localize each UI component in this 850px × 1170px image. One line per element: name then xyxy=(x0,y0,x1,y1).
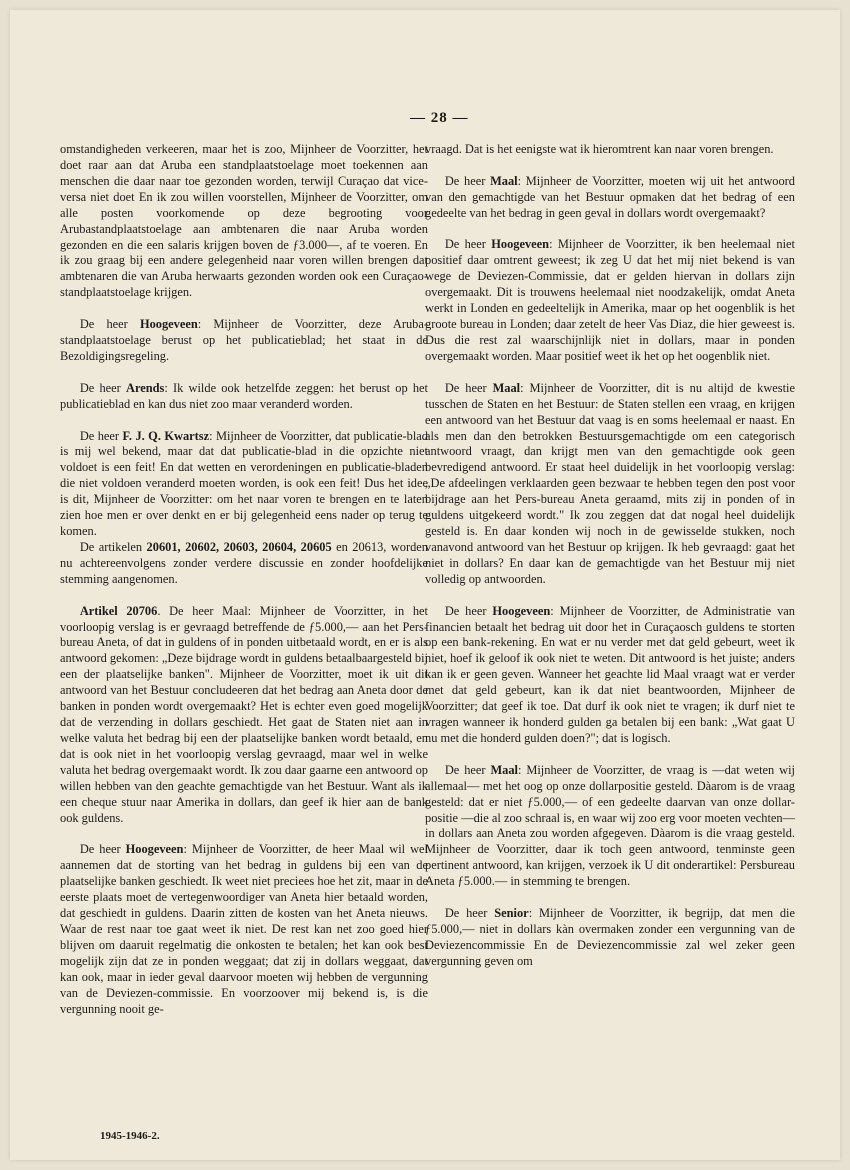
footer-code: 1945-1946-2. xyxy=(100,1130,160,1142)
paragraph xyxy=(60,429,428,540)
paragraph xyxy=(425,381,795,588)
speaker-name: Hoogeveen xyxy=(491,237,550,252)
speaker-name: Maal xyxy=(490,173,518,188)
speaker-prefix: De heer xyxy=(79,428,123,443)
speaker-prefix: De heer xyxy=(444,906,495,921)
paragraph xyxy=(60,604,428,827)
article-heading: Artikel 20706 xyxy=(79,603,158,618)
paragraph-text: : Mijnheer de Voorzitter, moeten wij uit het antwoord van den gemachtigde van het Bestuur opmaken dat het bedrag of een gedeelte van het bedrag in geen geval in dollars wordt overgemaakt? xyxy=(425,173,795,220)
paragraph xyxy=(425,174,795,222)
paragraph-text: en 20613, worden nu achtereenvolgens zonder verdere discussie en zonder hoofdelijke stemming aangenomen. xyxy=(60,539,428,586)
paragraph xyxy=(425,237,795,364)
speaker-name: Hoogeveen xyxy=(125,842,184,857)
speaker-prefix: De heer xyxy=(79,380,127,395)
article-numbers: 20601, 20602, 20603, 20604, 20605 xyxy=(146,539,332,554)
speaker-name: Senior xyxy=(494,906,529,921)
speaker-name: Maal xyxy=(490,762,518,777)
paragraph xyxy=(425,142,795,158)
left-column xyxy=(60,142,428,1033)
speaker-prefix: De heer xyxy=(444,173,491,188)
document-page xyxy=(10,10,840,1160)
paragraph xyxy=(60,317,428,365)
paragraph-text: : Mijnheer de Voorzitter, ik begrijp, dat men die ƒ5.000,— niet in dollars kàn overmaken zonder een vergunning van de Deviezencommissie En de Deviezencommissie zal wel zeker geen vergunning geven om xyxy=(425,906,795,968)
speaker-prefix: De heer xyxy=(444,380,493,395)
paragraph-text: . De heer Maal: Mijnheer de Voorzitter, in het voorloopig verslag is er gevraagd betreffende de ƒ5.000,— aan het Pers-bureau Aneta, of dat in guldens of in ponden uitbetaald wordt, en er is als antwoord gekomen: „Deze bijdrage wordt in guldens betaalbaargesteld bij een der plaatselijke banken". Mijnheer de Voorzitter, moet ik uit dit antwoord van het Bestuur concludeeren dat het bedrag aan Aneta door de banken in ponden wordt overgemaakt? Het is echter even goed mogelijk dat de verzending in dollars geschiedt. Het gaat de Staten niet aan in welke valuta het bedrag bij een der plaatselijke banken wordt betaald, en dat is ook niet in het voorloopig verslag gevraagd, maar wel in welke valuta het bedrag overgemaakt wordt. Ik zou daar gaarne een antwoord op willen hebben van den geachte gemachtigde van het Bestuur. Want als ik een cheque stuur naar Amerika in dollars, dan geef ik hier aan de bank ook guldens. xyxy=(60,603,428,825)
paragraph-text: : Mijnheer de Voorzitter, dit is nu altijd de kwestie tusschen de Staten en het Bestuur: de Staten stellen een vraag, en krijgen een antwoord van het Bestuur dat vaag is en soms heelemaal er naast. En als men dan den betrokken Bestuursgemachtigde om een categorisch antwoord vraagt, dan krijgt men van den gemachtigde ook geen bevredigend antwoord. Er staat heel duidelijk in het voorloopig verslag: „De afdeelingen verklaarden geen bezwaar te hebben tegen den post voor bijdrage aan het Pers-bureau Aneta geraamd, mits zij in ponden of in guldens uitgekeerd wordt." Ik zou zeggen dat dat nogal heel duidelijk gesteld is. En daar konden wij noch in de gewisselde stukken, noch vanavond antwoord van het Bestuur op krijgen. Ik heb gevraagd: gaat het niet in dollars? En daar kan de gemachtigde van het Bestuur mij niet volledig op antwoorden. xyxy=(425,380,795,586)
speaker-name: Arends xyxy=(126,380,165,395)
speaker-name: Maal xyxy=(492,380,521,395)
paragraph-text: : Mijnheer de Voorzitter, de heer Maal wil wel aannemen dat de storting van het bedrag in guldens bij een van de plaatselijke banken geschiedt. Ik weet niet preciees hoe het zit, maar in de eerste plaats moet de vertegenwoordiger van Aneta hier betaald worden, dat geschiedt in guldens. Daarin zitten de kosten van het Aneta nieuws. Waar de rest naar toe gaat weet ik niet. De rest kan net zoo goed hier blijven om daaruit regelmatig die onkosten te betalen; het kan ook best mogelijk zijn dat ze in ponden weggaat; dat zij in dollars weggaat, dat kan ook, maar in ieder geval daarvoor moeten wij hebben de vergunning van de Deviezen-commissie. En voorzoover mij bekend is, is die vergunning nooit ge- xyxy=(60,842,428,1016)
speaker-prefix: De heer xyxy=(444,603,493,618)
paragraph xyxy=(425,906,795,970)
speaker-name: Hoogeveen xyxy=(139,317,198,332)
paragraph-text: : Mijnheer de Voorzitter, de Administratie van financien betaalt het bedrag uit door het in Curaçaosch guldens te storten op een bank-rekening. En wat er nu verder met dat geld gebeurt, weet ik niet, hoef ik geloof ik ook niet te weten. Dit antwoord is het juiste; anders kan ik er geen geven. Wanneer het geachte lid Maal vraagt wat er verder met dat geld gebeurt, kan ik dat niet beantwoorden, Mijnheer de Voorzitter; dat geef ik toe. Dat durf ik ook niet te vragen; ik durf niet te vragen wanneer ik honderd gulden ga betalen bij een bank: „Wat gaat U nu met die honderd gulden doen?"; dat is logisch. xyxy=(425,603,795,745)
speaker-prefix: De heer xyxy=(444,237,492,252)
paragraph xyxy=(425,763,795,890)
right-column xyxy=(425,142,795,986)
paragraph xyxy=(60,142,428,301)
speaker-prefix: De artikelen xyxy=(79,539,147,554)
paragraph-text: : Mijnheer de Voorzitter, de vraag is —dat weten wij allemaal— met het oog op onze dollarpositie gesteld. Dàarom is de vraag gesteld: dat er niet ƒ5.000,— of een gedeelte daarvan van onze dollar-positie —die al zoo schraal is, en waar wij zoo erg voor moeten vechten— in dollars aan Aneta zou worden afgegeven. Dàarom is die vraag gesteld. Mijnheer de Voorzitter, daar ik toch geen antwoord, tenminste geen pertinent antwoord, kan krijgen, verzoek ik U dit onderartikel: Persbureau Aneta ƒ5.000.— in stemming te brengen. xyxy=(425,762,795,889)
paragraph-text: : Mijnheer de Voorzitter, dat publicatie-blad is mij wel bekend, maar dat dat publicatie-blad in die opzichte niet voldoet is een feit! En dat wetten en verordeningen en publicatie-bladen die niet voldoen veranderd moeten worden, is ook een feit! Dus het idee is dit, Mijnheer de Voorzitter: om het naar voren te brengen en te laten zien hoe men er over denkt en er bij gelegenheid eens nader op terug te komen. xyxy=(60,428,428,539)
paragraph xyxy=(425,604,795,747)
speaker-prefix: De heer xyxy=(79,842,126,857)
speaker-prefix: De heer xyxy=(444,762,491,777)
speaker-name: F. J. Q. Kwartsz xyxy=(122,428,210,443)
paragraph-text: vraagd. Dat is het eenigste wat ik hieromtrent kan naar voren brengen. xyxy=(425,142,774,156)
paragraph-text: omstandigheden verkeeren, maar het is zoo, Mijnheer de Voorzitter, het doet raar aan dat Aruba een standplaatstoelage moet toekennen aan menschen die daar naar toe gezonden worden, terwijl Curaçao dat vice-versa niet doet En ik zou willen voorstellen, Mijnheer de Voorzitter, om alle posten voorkomende op deze begrooting voor Arubastandplaatstoelage aan ambtenaren die naar Aruba worden gezonden en die een salaris krijgen boven de ƒ3.000—, af te voeren. En ik zou graag bij een andere gelegenheid naar voren willen brengen dat ambtenaren die van Aruba herwaarts gezonden worden ook een Curaçao-standplaatstoelage krijgen. xyxy=(60,142,428,300)
paragraph xyxy=(60,540,428,588)
speaker-prefix: De heer xyxy=(79,317,140,332)
paragraph-text: : Mijnheer de Voorzitter, deze Aruba-standplaatstoelage berust op het publicatieblad; het staat in de Bezoldigingsregeling. xyxy=(60,317,428,363)
paragraph xyxy=(60,842,428,1017)
paragraph-text: : Ik wilde ook hetzelfde zeggen: het berust op het publicatieblad en kan dus niet zoo maar veranderd worden. xyxy=(60,380,428,411)
paragraph-text: : Mijnheer de Voorzitter, ik ben heelemaal niet positief daar omtrent geweest; ik zeg U dat het mij niet bekend is van wege de Deviezen-Commissie, dat er gelden hiervan in dollars zijn overgemaakt. Dit is trouwens heelemaal niet noodzakelijk, omdat Aneta werkt in Londen en gedeeltelijk in Amerika, maar op het oogenblik is het groote bureau in Londen; daar zetelt de heer Vas Diaz, die hier geweest is. Dus die rest zal waarschijnlijk niet in dollars, maar in ponden overgemaakt worden. Maar positief weet ik het op het oogenblik niet. xyxy=(425,237,795,363)
speaker-name: Hoogeveen xyxy=(492,603,551,618)
page-number: — 28 — xyxy=(410,110,469,126)
paragraph xyxy=(60,381,428,413)
